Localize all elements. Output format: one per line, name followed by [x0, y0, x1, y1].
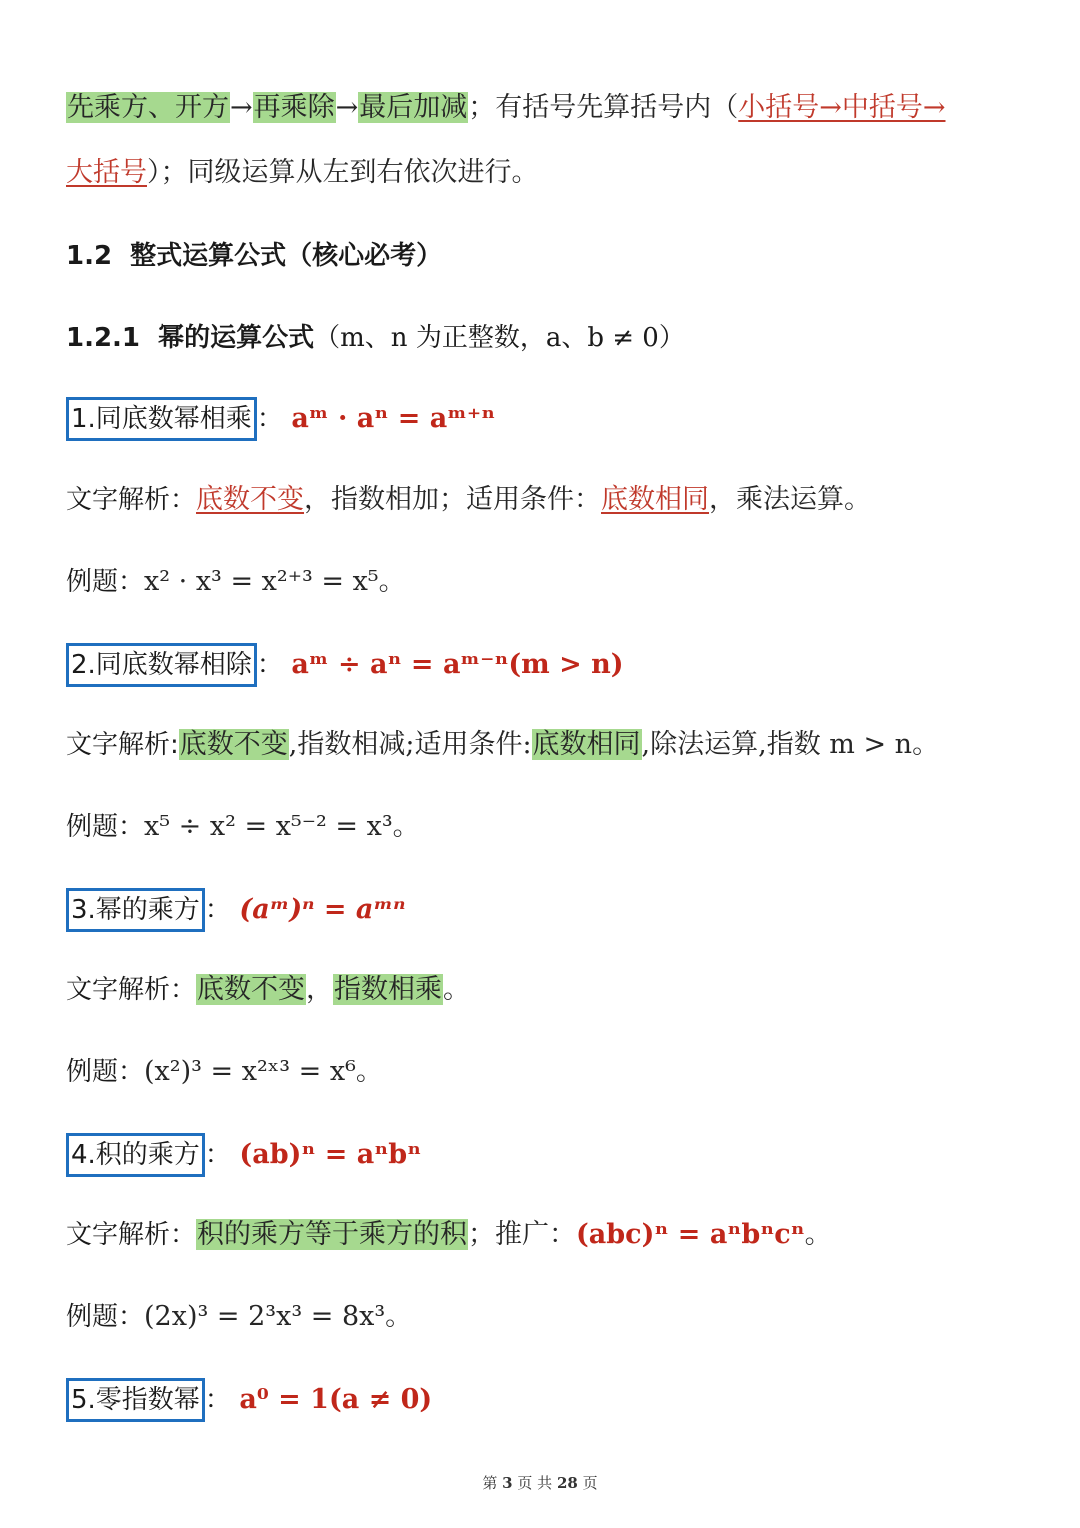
total-pages: 28 [556, 1474, 578, 1492]
section-number: 1.2 [66, 241, 113, 271]
subsection-number: 1.2.1 [66, 323, 141, 353]
rule-4-header: 4.积的乘方 ： (ab)ⁿ = aⁿbⁿ [66, 1133, 1040, 1177]
analysis-key: 底数不变 [196, 484, 305, 515]
analysis-text: ,除法运算,指数 m > n。 [641, 729, 940, 760]
footer-mid: 页 共 [517, 1474, 553, 1492]
section-title: 整式运算公式（核心必考） [130, 241, 443, 271]
arrow: → [335, 92, 359, 123]
rule-3-analysis [66, 970, 1040, 1010]
rule-3-example [66, 1052, 1040, 1092]
brackets-text: 小括号→中括号→ [738, 92, 946, 123]
rule-2-analysis [66, 725, 1040, 765]
rule-2-header: 2.同底数幂相除 ： aᵐ ÷ aⁿ = aᵐ⁻ⁿ(m > n) [66, 643, 1040, 687]
page-number: 3 [502, 1474, 513, 1492]
analysis-label: 文字解析： [66, 1220, 197, 1250]
subsection-heading [66, 318, 1040, 358]
analysis-text: 。 [443, 974, 471, 1005]
analysis-text: ，指数相加；适用条件： [304, 484, 602, 515]
intro-line-1 [66, 88, 1040, 128]
rule-2-example [66, 807, 1040, 847]
example-text: x² · x³ = x²⁺³ = x⁵。 [144, 566, 406, 597]
analysis-key: 底数相同 [532, 729, 641, 760]
intro-tail: ）；同级运算从左到右依次进行。 [147, 157, 539, 188]
rule-title-box: 3.幂的乘方 [66, 888, 205, 932]
example-text: (2x)³ = 2³x³ = 8x³。 [144, 1301, 413, 1332]
example-label: 例题： [66, 1057, 145, 1087]
rule-formula: aᵐ ÷ aⁿ = aᵐ⁻ⁿ(m > n) [291, 649, 624, 680]
rule-title-box: 4.积的乘方 [66, 1133, 205, 1177]
rule-title-box: 1.同底数幂相乘 [66, 397, 257, 441]
rule-title-box: 2.同底数幂相除 [66, 643, 257, 687]
footer-post: 页 [582, 1474, 598, 1492]
analysis-text: ， [306, 974, 334, 1005]
rule-formula: aᵐ · aⁿ = aᵐ⁺ⁿ [291, 403, 496, 434]
intro-line-2 [66, 153, 1040, 193]
highlight-step2: 再乘除 [253, 92, 335, 123]
rule-title-box: 5.零指数幂 [66, 1378, 205, 1422]
intro-mid: ；有括号先算括号内（ [468, 92, 739, 123]
rule-3-header: 3.幂的乘方 ： (aᵐ)ⁿ = aᵐⁿ [66, 888, 1040, 932]
subsection-title: 幂的运算公式 [158, 323, 315, 353]
example-label: 例题： [66, 567, 145, 597]
brackets-text-2: 大括号 [66, 157, 147, 188]
rule-5-header: 5.零指数幂 ： a⁰ = 1(a ≠ 0) [66, 1378, 1040, 1422]
example-text: x⁵ ÷ x² = x⁵⁻² = x³。 [144, 811, 420, 842]
analysis-text: ，乘法运算。 [709, 484, 872, 515]
rule-4-example [66, 1297, 1040, 1337]
analysis-key: 底数相同 [601, 484, 710, 515]
highlight-step1: 先乘方、开方 [67, 92, 229, 123]
section-heading [66, 236, 1040, 276]
footer-pre: 第 [482, 1474, 498, 1492]
example-label: 例题： [66, 1302, 145, 1332]
generalized-formula: (abc)ⁿ = aⁿbⁿcⁿ [576, 1219, 805, 1250]
analysis-text: 。 [804, 1219, 832, 1250]
rule-1-analysis [66, 480, 1040, 520]
rule-formula: (ab)ⁿ = aⁿbⁿ [239, 1139, 422, 1170]
analysis-label: 文字解析： [66, 485, 197, 515]
rule-1-example [66, 562, 1040, 602]
analysis-text: ；推广： [468, 1219, 577, 1250]
analysis-key: 底数不变 [197, 974, 306, 1005]
rule-1-header: 1.同底数幂相乘 ： aᵐ · aⁿ = aᵐ⁺ⁿ [66, 397, 1040, 441]
analysis-label: 文字解析： [66, 975, 197, 1005]
example-text: (x²)³ = x²ˣ³ = x⁶。 [144, 1056, 383, 1087]
rule-formula: a⁰ = 1(a ≠ 0) [239, 1384, 433, 1415]
analysis-key: 积的乘方等于乘方的积 [197, 1219, 468, 1250]
analysis-text: ,指数相减;适用条件: [288, 729, 532, 760]
page-footer [0, 1472, 1080, 1493]
analysis-key: 底数不变 [179, 729, 288, 760]
subsection-condition: （m、n 为正整数，a、b ≠ 0） [314, 323, 685, 353]
example-label: 例题： [66, 812, 145, 842]
rule-4-analysis [66, 1215, 1040, 1255]
highlight-step3: 最后加减 [359, 92, 468, 123]
analysis-label: 文字解析: [66, 730, 179, 760]
arrow: → [230, 92, 253, 123]
rule-formula: (aᵐ)ⁿ = aᵐⁿ [239, 894, 406, 925]
analysis-key: 指数相乘 [334, 974, 443, 1005]
